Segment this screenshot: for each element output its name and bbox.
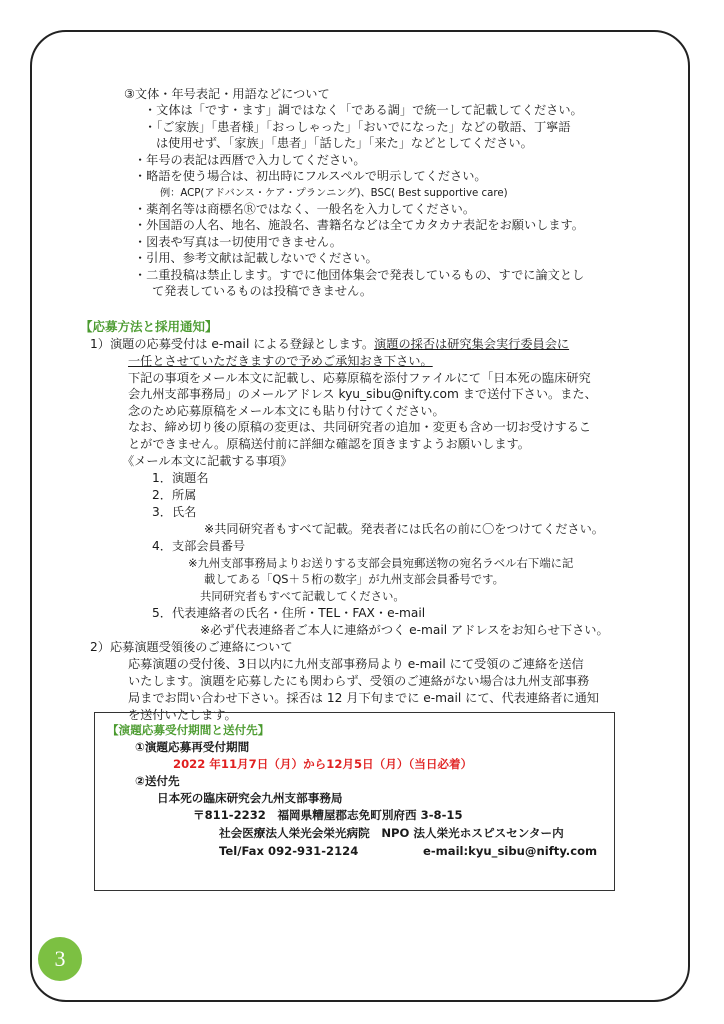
paragraph-line: 応募演題の受付後、3日以内に九州支部事務局より e-mail にて受領のご連絡を送信	[128, 657, 584, 671]
destination-label: ②送付先	[135, 774, 180, 788]
email-address: e-mail:kyu_sibu@nifty.com	[423, 844, 598, 858]
paragraph-line: とができません。原稿送付前に詳細な確認を頂きますようお願いします。	[128, 437, 530, 451]
paragraph-line: なお、締め切り後の原稿の変更は、共同研究者の追加・変更も含め一切お受けするこ	[128, 420, 592, 434]
list-item: 4．支部会員番号	[152, 539, 246, 553]
list-item: 1．演題名	[152, 471, 209, 485]
list-item: ・薬剤名等は商標名Ⓡではなく、一般名を入力してください。	[134, 202, 476, 216]
list-item: ・二重投稿は禁止します。すでに他団体集会で発表しているもの、すでに論文とし	[134, 268, 585, 282]
list-item: は使用せず、「家族」「患者」「話した」「来た」などとしてください。	[156, 136, 533, 150]
list-item: ・「ご家族」「患者様」「おっしゃった」「おいでになった」などの敬語、丁寧語	[144, 120, 571, 134]
application-heading: 【応募方法と採用通知】	[80, 319, 218, 334]
list-item: ・文体は「です・ます」調ではなく「である調」で統一して記載してください。	[144, 103, 583, 117]
note-line: 共同研究者もすべて記載してください。	[200, 589, 405, 603]
paragraph-line: 下記の事項をメール本文に記載し、応募原稿を添付ファイルにて「日本死の臨床研究	[128, 371, 591, 385]
note-line: 載してある「QS＋５桁の数字」が九州支部会員番号です。	[204, 572, 505, 586]
p2-heading: 2）応募演題受領後のご連絡について	[90, 640, 293, 654]
paragraph-line: いたします。演題を応募したにも関わらず、受領のご連絡がない場合は九州支部事務	[128, 674, 590, 688]
paragraph-line: 念のため応募原稿をメール本文にも貼り付けてください。	[128, 404, 445, 418]
list-item: ・略語を使う場合は、初出時にフルスペルで明示してください。	[134, 169, 487, 183]
box-title: 【演題応募受付期間と送付先】	[107, 723, 270, 737]
p1-underline-a: 演題の採否は研究集会実行委員会に	[374, 337, 570, 351]
list-item: 5．代表連絡者の氏名・住所・TEL・FAX・e-mail	[152, 606, 426, 620]
note-line: ※必ず代表連絡者ご本人に連絡がつく e-mail アドレスをお知らせ下さい。	[200, 623, 609, 637]
hospital-name: 社会医療法人栄光会栄光病院 NPO 法人栄光ホスピスセンター内	[219, 826, 564, 840]
submission-info-box	[94, 712, 615, 891]
period-value: 2022 年11月7日（月）から12月5日（月）（当日必着）	[173, 757, 473, 771]
section3-heading: ③文体・年号表記・用語などについて	[124, 87, 330, 101]
address: 〒811-2232 福岡県糟屋郡志免町別府西 3-8-15	[193, 808, 463, 822]
list-item: ・引用、参考文献は記載しないでください。	[134, 251, 378, 265]
p1-underline-b: 一任とさせていただきますので予めご承知おき下さい。	[128, 354, 433, 368]
list-item: 2．所属	[152, 488, 197, 502]
paragraph-line: 局までお問い合わせ下さい。採否は 12 月下旬までに e-mail にて、代表連絡者に通知	[128, 691, 599, 705]
tel-fax: Tel/Fax 092-931-2124	[219, 844, 359, 858]
paragraph-line: を送付いたします。	[128, 708, 237, 722]
note-line: ※共同研究者もすべて記載。発表者には氏名の前に〇をつけてください。	[204, 522, 604, 536]
page-number-badge: 3	[38, 937, 82, 981]
list-item: ・外国語の人名、地名、施設名、書籍名などは全てカタカナ表記をお願いします。	[134, 218, 584, 232]
example-note: 例：ACP(アドバンス・ケア・プランニング)、BSC( Best supportive care)	[160, 188, 508, 199]
list-item: 3．氏名	[152, 505, 197, 519]
organization-name: 日本死の臨床研究会九州支部事務局	[157, 791, 343, 805]
list-item: て発表しているものは投稿できません。	[152, 284, 373, 298]
list-item: ・図表や写真は一切使用できません。	[134, 235, 342, 249]
paragraph-line: 会九州支部事務局」のメールアドレス kyu_sibu@nifty.com まで送付下さい。また、	[128, 387, 597, 401]
p1-lead: 1）演題の応募受付は e-mail による登録とします。	[90, 337, 375, 351]
mail-items-heading: 《メール本文に記載する事項》	[122, 454, 293, 468]
list-item: ・年号の表記は西暦で入力してください。	[134, 153, 366, 167]
note-line: ※九州支部事務局よりお送りする支部会員宛郵送物の宛名ラベル右下端に記	[188, 556, 574, 570]
period-label: ①演題応募再受付期間	[135, 740, 250, 754]
paragraph-line	[90, 336, 569, 352]
